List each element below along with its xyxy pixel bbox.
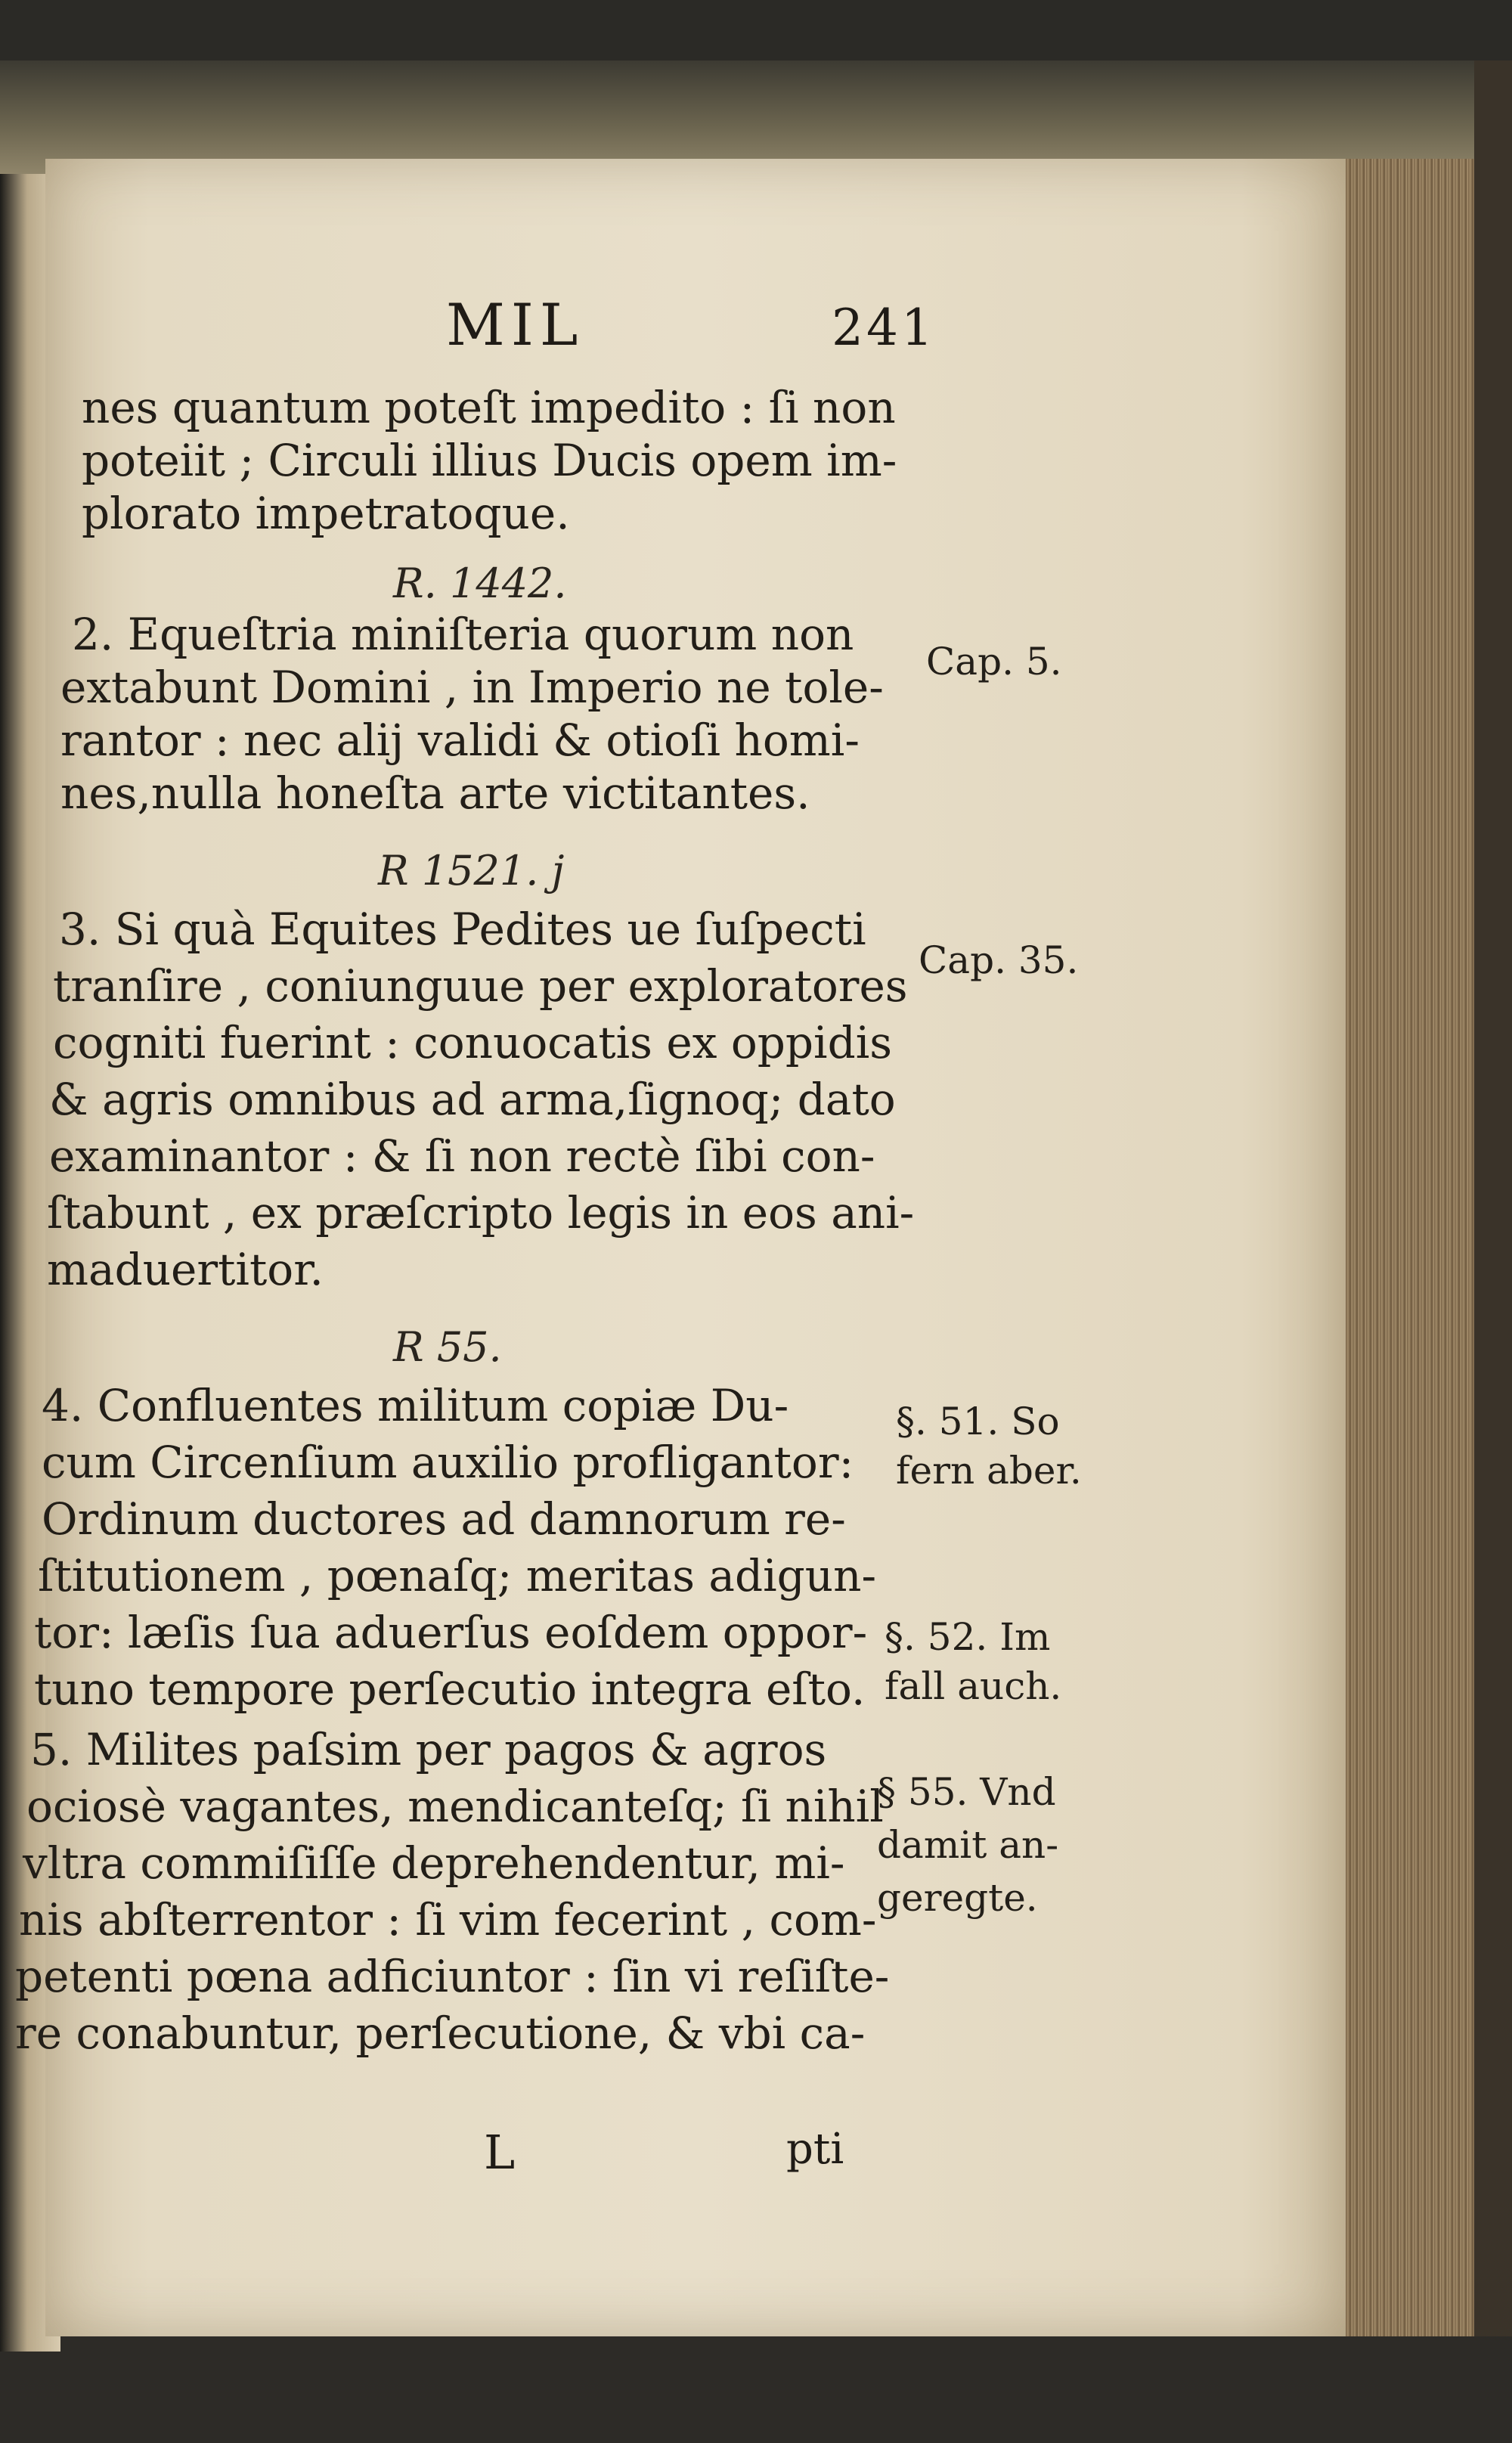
text-line: 2. Equeſtria miniſteria quorum non — [72, 609, 854, 660]
margin-note: geregte. — [877, 1876, 1038, 1920]
text-line: nis abſterrentor : ſi vim fecerint , com- — [19, 1894, 877, 1945]
text-line: nes,nulla honeſta arte victitantes. — [60, 767, 810, 819]
catchword: pti — [786, 2125, 844, 2174]
page-number: 241 — [832, 299, 936, 357]
page-fore-edge — [1346, 159, 1474, 2336]
margin-note: § 55. Vnd — [877, 1770, 1056, 1814]
margin-note: fall auch. — [885, 1664, 1062, 1708]
margin-note: Cap. 35. — [919, 938, 1079, 982]
text-line: vltra commiſiſſe deprehendentur, mi- — [23, 1837, 845, 1889]
text-line: examinantor : & ſi non rectè ſibi con- — [49, 1130, 875, 1182]
text-line: 4. Confluentes militum copiæ Du- — [42, 1380, 789, 1431]
margin-note: fern aber. — [896, 1449, 1082, 1493]
cover-top — [0, 60, 1512, 174]
text-line: & agris omnibus ad arma,ſignoq; dato — [49, 1074, 896, 1125]
text-line: extabunt Domini , in Imperio ne tole- — [60, 662, 884, 713]
margin-note: damit an- — [877, 1823, 1059, 1867]
text-line: re conabuntur, perſecutione, & vbi ca- — [15, 2007, 866, 2059]
running-head: MIL — [446, 291, 584, 358]
text-line: tranſire , coniunguue per exploratores — [53, 960, 908, 1012]
reference: R 1521. j — [378, 847, 565, 894]
text-line: cum Circenſium auxilio profligantor: — [42, 1437, 854, 1488]
text-line: poteiit ; Circuli illius Ducis opem im- — [82, 435, 897, 486]
margin-note: Cap. 5. — [926, 640, 1062, 684]
text-line: 5. Milites paſsim per pagos & agros — [30, 1724, 827, 1775]
text-line: tuno tempore perſecutio integra eſto. — [34, 1663, 866, 1715]
text-line: nes quantum poteſt impedito : ſi non — [82, 382, 896, 433]
reference: R. 1442. — [393, 560, 567, 607]
text-line: petenti pœna adficiuntor : ſin vi reſiſte- — [15, 1951, 890, 2002]
text-line: ſtabunt , ex præſcripto legis in eos ani- — [47, 1187, 915, 1239]
text-line: cogniti fuerint : conuocatis ex oppidis — [53, 1017, 893, 1068]
reference: R 55. — [393, 1323, 502, 1371]
margin-note: §. 51. So — [896, 1400, 1060, 1443]
text-line: plorato impetratoque. — [82, 488, 570, 539]
cover-right — [1474, 60, 1512, 2443]
text-line: rantor : nec alij validi & otioſi homi- — [60, 715, 860, 766]
text-line: maduertitor. — [47, 1244, 324, 1295]
text-line: tor: læſis ſua aduerſus eoſdem oppor- — [34, 1607, 868, 1658]
text-line: ociosè vagantes, mendicanteſq; ſi nihil — [26, 1781, 884, 1832]
signature-mark: L — [484, 2125, 516, 2180]
text-line: Ordinum ductores ad damnorum re- — [42, 1493, 846, 1545]
cover-bottom — [0, 2336, 1512, 2443]
margin-note: §. 52. Im — [885, 1615, 1051, 1659]
text-line: ſtitutionem , pœnaſq; meritas adigun- — [38, 1550, 877, 1601]
text-line: 3. Si quà Equites Pedites ue ſuſpecti — [59, 904, 866, 955]
